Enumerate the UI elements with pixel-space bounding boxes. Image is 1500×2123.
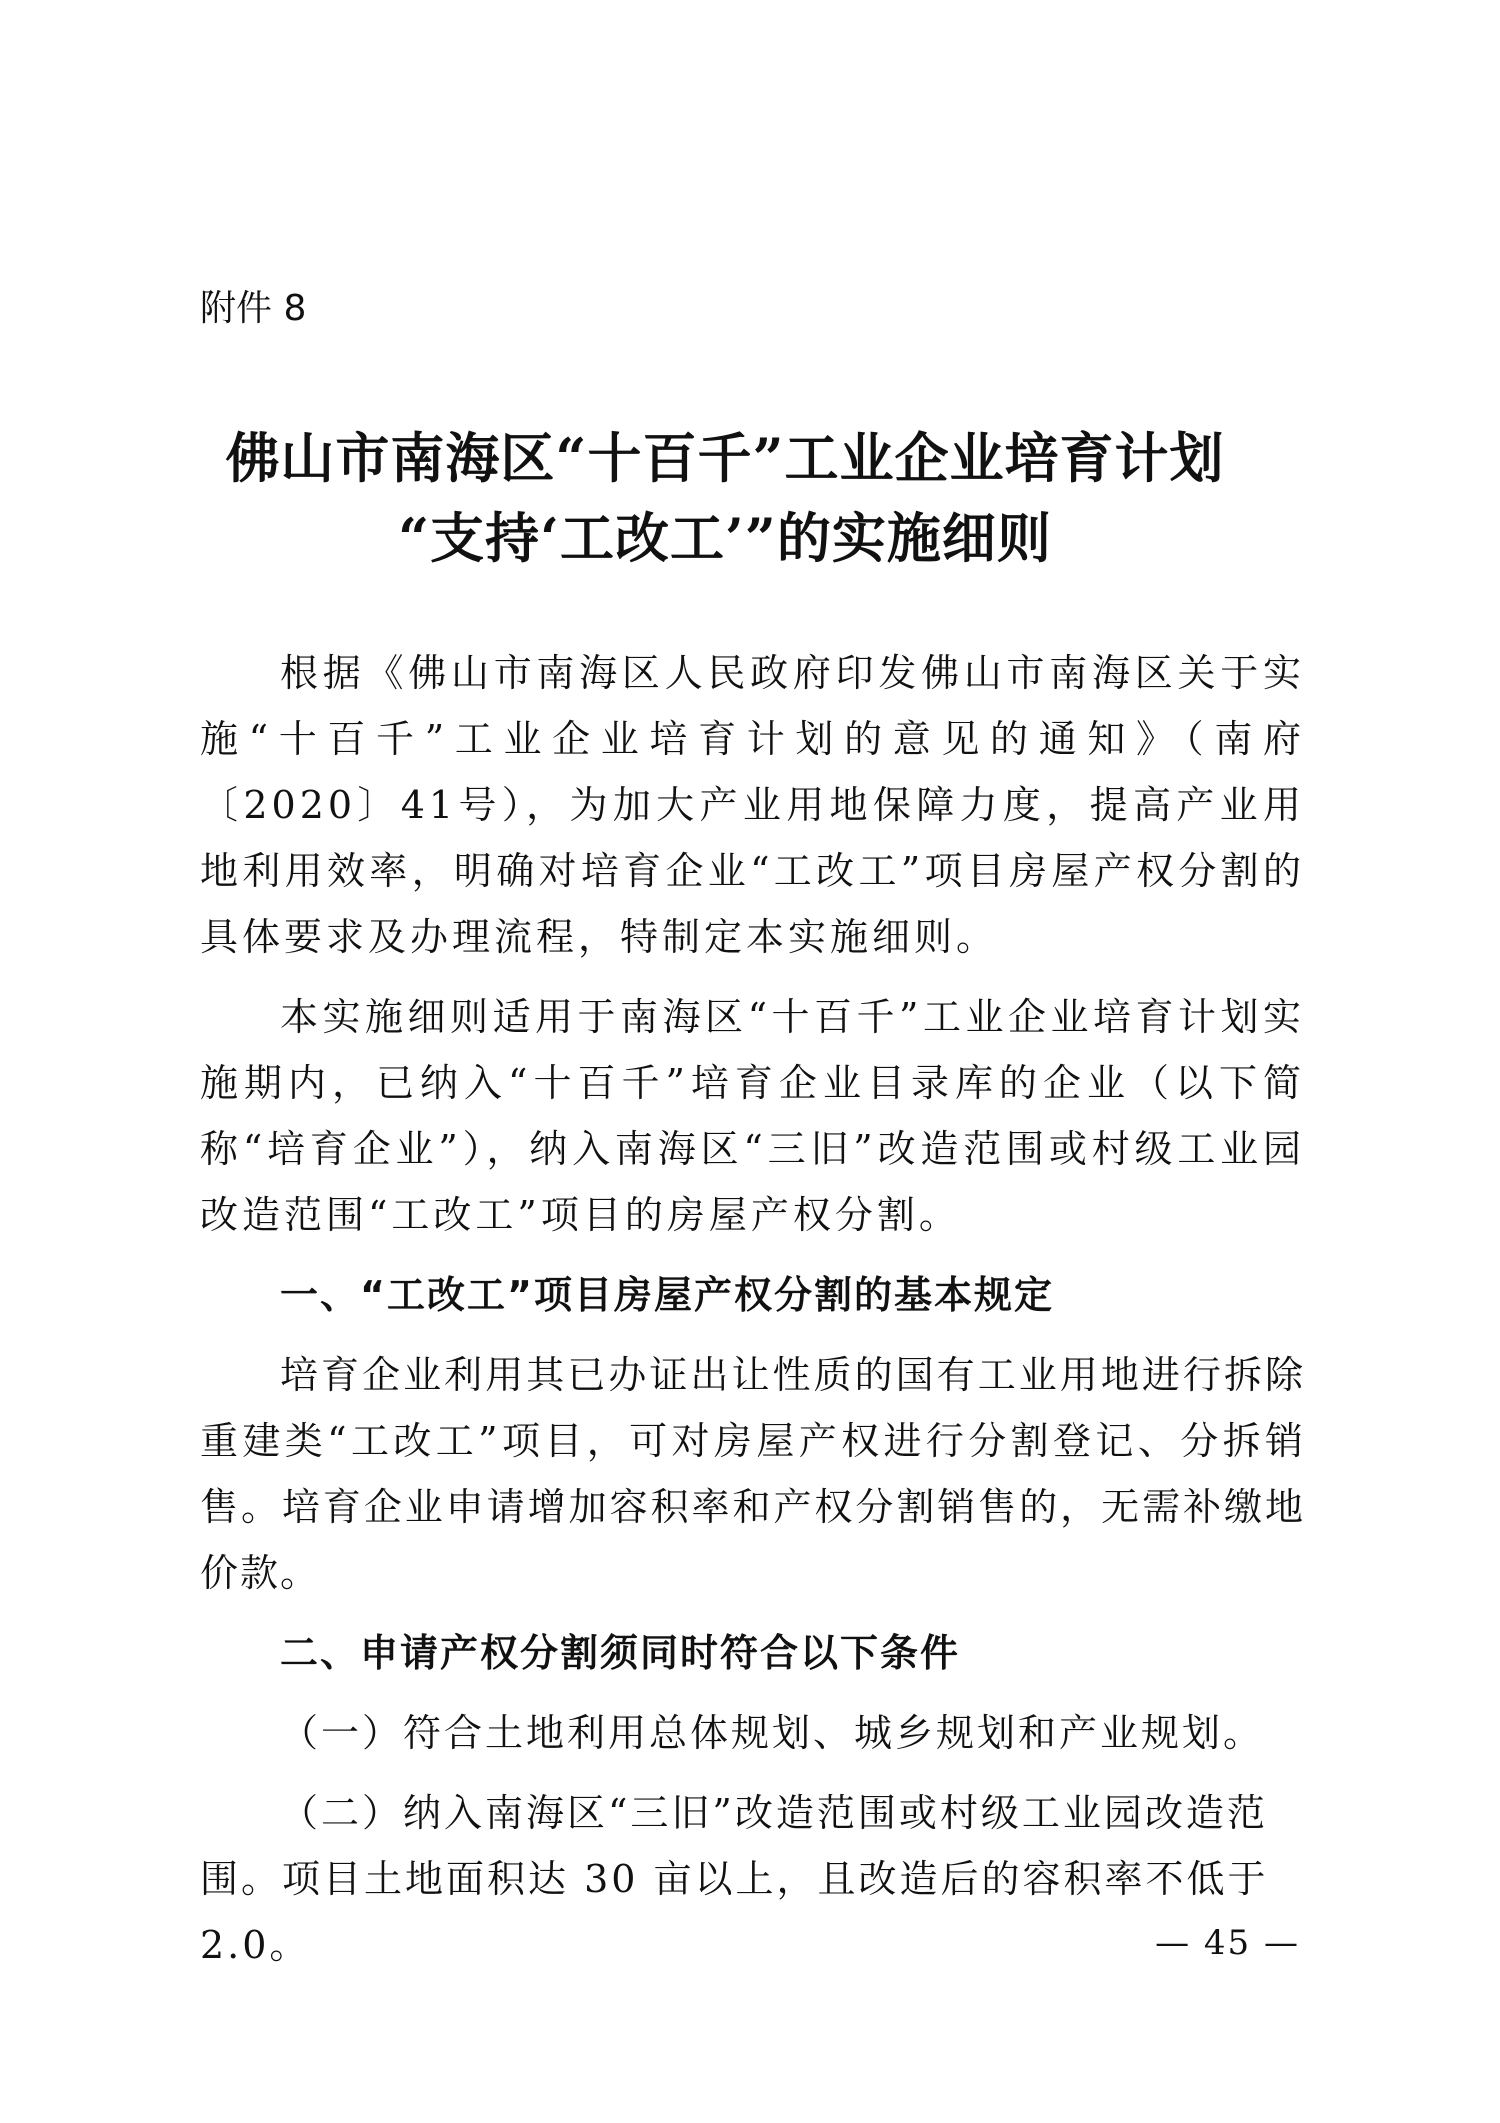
section-1-heading: 一、“工改工”项目房屋产权分割的基本规定 (280, 1273, 1054, 1317)
document-body (200, 640, 1305, 1992)
document-title (150, 418, 1300, 578)
section-2-item-1: （一）符合土地利用总体规划、城乡规划和产业规划。 (280, 1711, 1265, 1755)
section-2-item-2: （二）纳入南海区“三旧”改造范围或村级工业园改造范围。项目土地面积达 30 亩以上，且改造后的容积率不低于 2.0。 (200, 1791, 1269, 1967)
attachment-label: 附件 8 (200, 288, 307, 329)
title-line-2: “支持‘工改工’”的实施细则 (398, 506, 1052, 570)
paragraph-basis: 根据《佛山市南海区人民政府印发佛山市南海区关于实施“十百千”工业企业培育计划的意见的通知》（南府〔2020〕41号），为加大产业用地保障力度，提高产业用地利用效率，明确对培育企业“工改工”项目房屋产权分割的具体要求及办理流程，特制定本实施细则。 (200, 651, 1305, 959)
title-line-1: 佛山市南海区“十百千”工业企业培育计划 (225, 426, 1225, 490)
page-number: — 45 — (1155, 1923, 1300, 1963)
section-2-heading: 二、申请产权分割须同时符合以下条件 (280, 1631, 961, 1675)
paragraph-scope: 本实施细则适用于南海区“十百千”工业企业培育计划实施期内，已纳入“十百千”培育企业目录库的企业（以下简称“培育企业”），纳入南海区“三旧”改造范围或村级工业园改造范围“工改工”项目的房屋产权分割。 (200, 995, 1305, 1237)
section-1-text: 培育企业利用其已办证出让性质的国有工业用地进行拆除重建类“工改工”项目，可对房屋产权进行分割登记、分拆销售。培育企业申请增加容积率和产权分割销售的，无需补缴地价款。 (200, 1353, 1305, 1595)
